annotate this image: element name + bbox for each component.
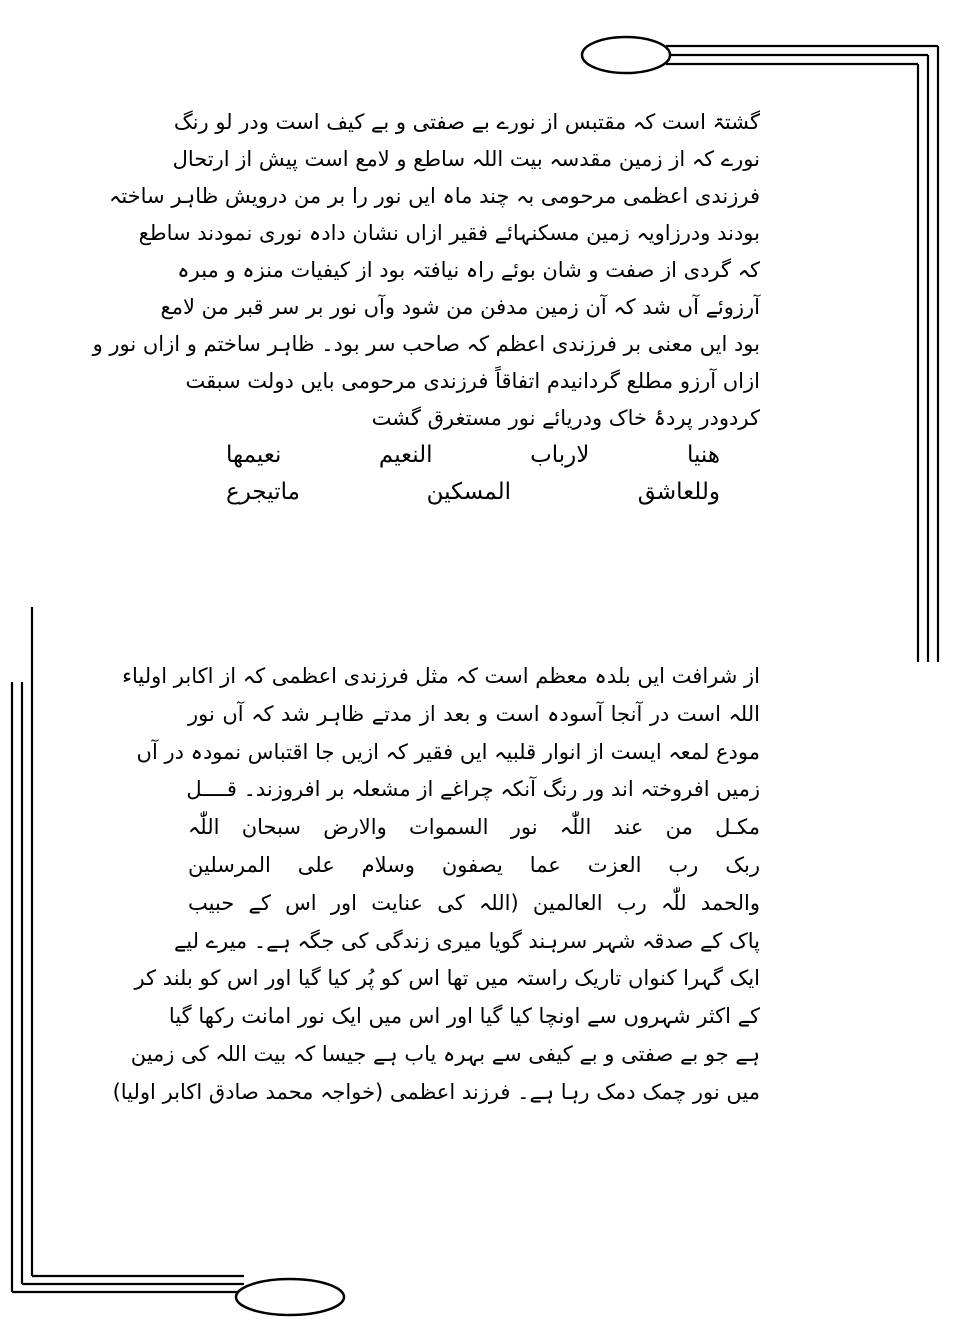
text-line: اللہ است در آنجا آسودہ است و بعد از مدتے ظاہر شد کہ آں نور xyxy=(188,701,760,726)
verse-word: ماتیجرع xyxy=(226,479,300,505)
text-line: آرزوئے آں شد کہ آن زمین مدفن من شود وآں نور بر سر قبر من لامع xyxy=(160,295,760,319)
text-line: گشتۃ است کہ مقتبس از نورے بے صفتی و بے کیف است ودر لو رنگ xyxy=(173,110,760,134)
text-line: کردودر پردۂ خاک ودریائے نور مستغرق گشت xyxy=(371,406,760,430)
main-text-block xyxy=(92,104,760,511)
verse-word: لارباب xyxy=(530,442,590,468)
text-line: ایک گہرا کنواں تاریک راستہ میں تھا اس کو پُر کیا گیا اور اس کو بلند کر xyxy=(134,966,760,991)
text-line: زمیں افروختہ اند ور رنگ آنکہ چراغے از مشعلہ بر افروزند۔ قــــل xyxy=(186,777,760,802)
text-line: والحمد للّٰہ رب العالمین (اللہ کی عنایت اور اس کے حبیب xyxy=(188,890,760,915)
verse-word: نعیمھا xyxy=(226,442,282,468)
text-line: بودند ودرزاویہ زمین مسکنہائے فقیر ازاں نشان دادہ نوری نمودند ساطع xyxy=(138,221,760,245)
text-line: مودع لمعہ ایست از انوار قلبیہ ایں فقیر کہ ازیں جا اقتباس نمودہ در آں xyxy=(136,739,760,764)
verse-line-1 xyxy=(196,437,760,474)
top-ornament-oval xyxy=(582,37,670,73)
bottom-ornament-oval xyxy=(236,1279,344,1315)
text-line: مکـل من عند اللّٰہ نور السموات والارض سبحان اللّٰہ xyxy=(188,815,760,840)
verse-word: المسکین xyxy=(426,479,512,505)
text-line: کہ گردی از صفت و شان بوئے راہ نیافتہ بود از کیفیات منزہ و مبرہ xyxy=(177,258,760,282)
text-line: ازاں آرزو مطلع گردانیدم اتفاقاً فرزندی مرحومی بایں دولت سبقت xyxy=(185,369,760,393)
text-line: پاک کے صدقہ شہر سرہند گویا میری زندگی کی جگہ ہے۔ میرے لیے xyxy=(173,928,760,953)
verse-word: النعیم xyxy=(378,442,433,468)
text-line: نورے کہ از زمین مقدسہ بیت اللہ ساطع و لامع است پیش از ارتحال xyxy=(172,147,760,171)
verse-word: ھنیا xyxy=(686,442,720,468)
verse-word: وللعاشق xyxy=(637,479,720,505)
text-line: فرزندی اعظمی مرحومی بہ چند ماہ ایں نور را بر من درویش ظاہر ساختہ xyxy=(109,184,760,208)
text-line: ہے جو بے صفتی و بے کیفی سے بہرہ یاب ہے جیسا کہ بیت اللہ کی زمین xyxy=(130,1041,760,1066)
text-line: بود ایں معنی بر فرزندی اعظم کہ صاحب سر بود۔ ظاہر ساختم و ازاں نور و xyxy=(92,332,760,356)
text-line: میں نور چمک دمک رہا ہے۔ فرزند اعظمی (خواجہ محمد صادق اکابر اولیا) xyxy=(112,1079,760,1104)
text-line: کے اکثر شہروں سے اونچا کیا گیا اور اس میں ایک نور امانت رکھا گیا xyxy=(168,1004,760,1029)
text-line: از شرافت ایں بلدہ معظم است کہ مثل فرزندی اعظمی کہ از اکابر اولیاء xyxy=(122,664,760,688)
verse-line-2 xyxy=(196,474,760,511)
text-line: ربک رب العزت عما یصفون وسلام علی المرسلین xyxy=(188,852,760,877)
second-text-block xyxy=(112,658,760,1112)
